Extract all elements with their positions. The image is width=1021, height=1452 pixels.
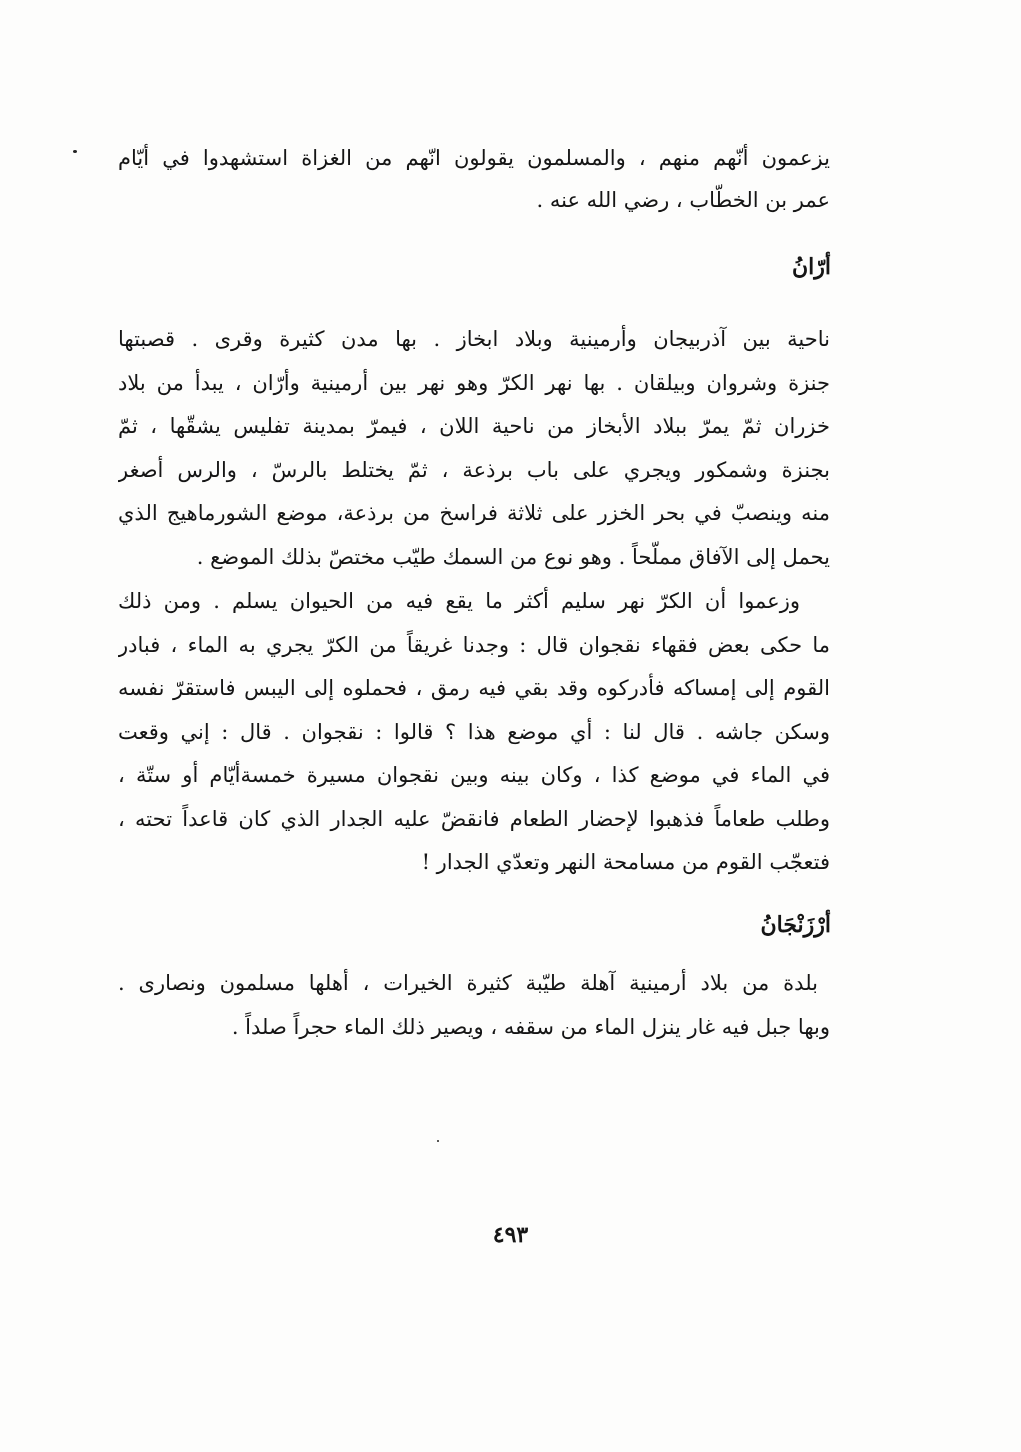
text-line: القوم إلى إمساكه فأدركوه وقد بقي فيه رمق ، فحملوه إلى اليبس فاستقرّ نفسه [118, 676, 830, 700]
scan-speck [73, 150, 77, 153]
text-line: بجنزة وشمكور ويجري على باب برذعة ، ثمّ يختلط بالرسّ ، والرس أصغر [118, 457, 830, 482]
text-line: عمر بن الخطّاب ، رضي الله عنه . [536, 187, 830, 212]
entry-heading-aran: أرّانُ [791, 254, 831, 280]
text-line: منه وينصبّ في بحر الخزر على ثلاثة فراسخ من برذعة، موضع الشورماهيج الذي [118, 501, 830, 525]
scan-speck [437, 1140, 439, 1142]
arzanjan-paragraph [118, 962, 830, 1049]
aran-paragraph-1 [118, 318, 830, 579]
aran-paragraph-2 [118, 580, 830, 885]
text-line: جنزة وشروان وبيلقان . بها نهر الكرّ وهو نهر بين أرمينية وأرّان ، يبدأ من بلاد [118, 370, 830, 395]
text-line: بلدة من بلاد أرمينية آهلة طيّبة كثيرة الخيرات ، أهلها مسلمون ونصارى . [118, 971, 818, 995]
entry-heading-arzanjan: أرْزَنْجَانُ [760, 912, 831, 938]
text-line: ما حكى بعض فقهاء نقجوان قال : وجدنا غريقاً من الكرّ يجري به الماء ، فبادر [118, 632, 830, 657]
text-line: وبها جبل فيه غار ينزل الماء من سقفه ، ويصير ذلك الماء حجراً صلداً . [231, 1014, 830, 1039]
text-line: فتعجّب القوم من مسامحة النهر وتعدّي الجدار ! [421, 850, 830, 874]
intro-paragraph [118, 137, 830, 222]
text-line: خزران ثمّ يمرّ ببلاد الأبخاز من ناحية اللان ، فيمرّ بمدينة تفليس يشقّها ، ثمّ [118, 414, 830, 438]
text-line: يحمل إلى الآفاق مملّحاً . وهو نوع من السمك طيّب مختصّ بذلك الموضع . [196, 544, 830, 569]
text-line: وسكن جاشه . قال لنا : أي موضع هذا ؟ قالوا : نقجوان . قال : إني وقعت [118, 719, 830, 744]
text-line: في الماء في موضع كذا ، وكان بينه وبين نقجوان مسيرة خمسةأيّام أو ستّة ، [118, 763, 830, 787]
text-line: ناحية بين آذربيجان وأرمينية وبلاد ابخاز . بها مدن كثيرة وقرى . قصبتها [118, 327, 830, 351]
text-line: وطلب طعاماً فذهبوا لإحضار الطعام فانقضّ عليه الجدار الذي كان قاعداً تحته ، [118, 806, 830, 831]
text-line: وزعموا أن الكرّ نهر سليم أكثر ما يقع فيه من الحيوان يسلم . ومن ذلك [118, 589, 800, 613]
page-number: ٤٩٣ [492, 1222, 529, 1248]
text-line: يزعمون أنّهم منهم ، والمسلمون يقولون انّهم من الغزاة استشهدوا في أيّام [118, 146, 830, 170]
